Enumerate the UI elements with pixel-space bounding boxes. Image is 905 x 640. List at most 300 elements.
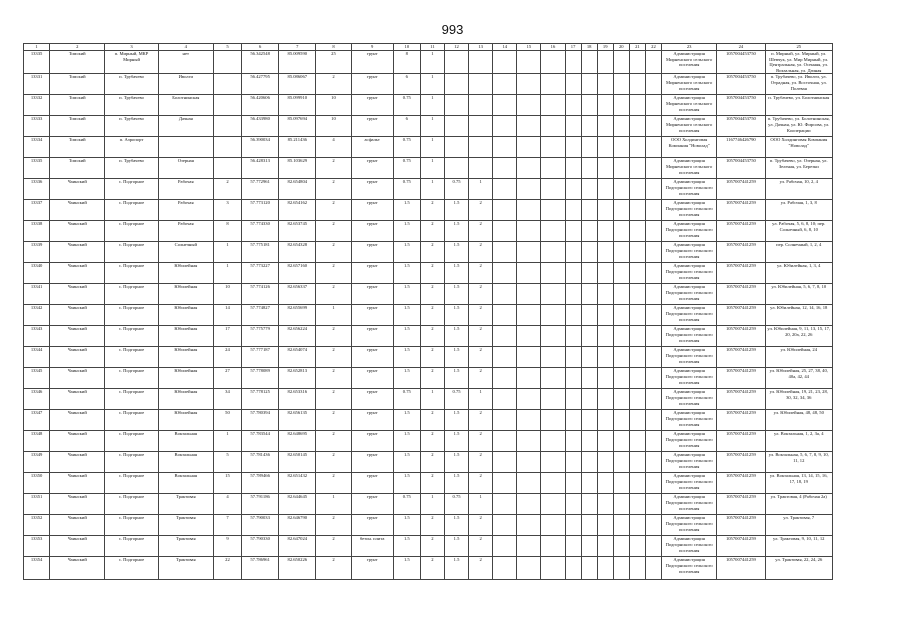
table-cell: 2 xyxy=(316,557,351,580)
table-cell xyxy=(444,51,468,74)
table-cell: 57.772961 xyxy=(242,179,279,200)
table-cell: 56.433980 xyxy=(242,116,279,137)
table-cell: 0.75 xyxy=(393,158,420,179)
table-cell xyxy=(645,473,661,494)
table-cell: с. Подгорное xyxy=(105,431,158,452)
table-cell: 2 xyxy=(420,410,444,431)
table-cell: 2 xyxy=(316,242,351,263)
table-cell xyxy=(493,137,517,158)
table-cell: ул. Юбилейная, 19, 21, 23, 28, 30, 32, 34, 36 xyxy=(765,389,833,410)
table-cell xyxy=(645,200,661,221)
table-cell: Томский xyxy=(50,74,105,95)
table-cell: 10 xyxy=(316,116,351,137)
table-cell: Администрация Мирненского сельского поселения xyxy=(662,158,717,179)
column-header: 18 xyxy=(581,44,597,51)
table-cell: 82.646790 xyxy=(279,515,316,536)
table-cell: 13333 xyxy=(24,116,50,137)
table-cell xyxy=(581,452,597,473)
table-cell xyxy=(565,200,581,221)
table-cell: ул. Юбилейная, 48, 48, 50 xyxy=(765,410,833,431)
table-cell: 13346 xyxy=(24,389,50,410)
table-cell: 13331 xyxy=(24,74,50,95)
table-cell: 2 xyxy=(469,347,493,368)
table-cell xyxy=(565,158,581,179)
table-cell xyxy=(629,95,645,116)
table-cell xyxy=(597,116,613,137)
table-cell xyxy=(613,263,629,284)
table-cell xyxy=(493,242,517,263)
table-cell: 1057007441259 xyxy=(717,263,765,284)
table-cell: 7 xyxy=(213,515,241,536)
table-cell: 1.5 xyxy=(444,200,468,221)
page-number: 993 xyxy=(441,22,464,37)
table-cell xyxy=(213,51,241,74)
table-cell: Администрация Подгорнского сельского поселения xyxy=(662,389,717,410)
table-cell: 1 xyxy=(420,95,444,116)
table-cell xyxy=(581,473,597,494)
table-cell: 57.774330 xyxy=(242,221,279,242)
column-header: 10 xyxy=(393,44,420,51)
table-cell xyxy=(645,452,661,473)
table-cell xyxy=(517,326,541,347)
table-cell xyxy=(645,305,661,326)
table-cell: 13349 xyxy=(24,452,50,473)
table-cell xyxy=(645,368,661,389)
table-row xyxy=(24,389,833,410)
table-cell xyxy=(597,410,613,431)
table-cell: Томский xyxy=(50,51,105,74)
table-cell: 1 xyxy=(420,51,444,74)
table-cell: 82.656224 xyxy=(279,326,316,347)
table-cell: 8 xyxy=(213,221,241,242)
column-header: 23 xyxy=(662,44,717,51)
table-cell: 13341 xyxy=(24,284,50,305)
table-cell xyxy=(629,263,645,284)
table-cell: 0.75 xyxy=(444,179,468,200)
table-cell xyxy=(629,410,645,431)
table-cell xyxy=(581,51,597,74)
table-cell: 13350 xyxy=(24,473,50,494)
table-cell xyxy=(517,116,541,137)
table-cell: 2 xyxy=(420,221,444,242)
table-cell xyxy=(629,431,645,452)
table-cell: 1057004453750 xyxy=(717,74,765,95)
table-cell: Администрация Подгорнского сельского поселения xyxy=(662,326,717,347)
table-cell: Чаинский xyxy=(50,200,105,221)
table-cell: 27 xyxy=(213,368,241,389)
table-cell: 85.099910 xyxy=(279,95,316,116)
table-cell: с. Подгорное xyxy=(105,284,158,305)
table-cell xyxy=(597,137,613,158)
table-cell: 0.75 xyxy=(393,95,420,116)
table-cell xyxy=(541,515,565,536)
table-cell: с. Подгорное xyxy=(105,473,158,494)
table-cell xyxy=(517,368,541,389)
table-row xyxy=(24,242,833,263)
table-cell: 56.342548 xyxy=(242,51,279,74)
table-cell: 1.5 xyxy=(444,263,468,284)
table-cell xyxy=(613,284,629,305)
table-cell xyxy=(613,158,629,179)
table-cell xyxy=(613,431,629,452)
table-cell: 57.790033 xyxy=(242,515,279,536)
table-cell: 1057007441259 xyxy=(717,452,765,473)
table-cell: 82.648695 xyxy=(279,431,316,452)
table-cell: 13339 xyxy=(24,242,50,263)
table-cell: 1 xyxy=(213,242,241,263)
table-cell xyxy=(613,494,629,515)
table-cell: с. Подгорное xyxy=(105,368,158,389)
table-cell xyxy=(597,284,613,305)
table-cell: 82.652813 xyxy=(279,368,316,389)
column-header: 19 xyxy=(597,44,613,51)
table-cell: 0.75 xyxy=(393,389,420,410)
table-cell xyxy=(565,431,581,452)
table-cell: 82.654074 xyxy=(279,347,316,368)
table-cell xyxy=(581,179,597,200)
table-cell xyxy=(581,95,597,116)
table-cell: 1.5 xyxy=(393,221,420,242)
table-cell: ул. Юбилейная, 12, 14, 16, 18 xyxy=(765,305,833,326)
table-cell: 10 xyxy=(213,284,241,305)
table-row xyxy=(24,158,833,179)
table-cell: 17 xyxy=(213,326,241,347)
table-cell xyxy=(541,389,565,410)
table-cell xyxy=(493,158,517,179)
table-cell xyxy=(541,305,565,326)
table-cell: грунт xyxy=(351,221,393,242)
table-cell xyxy=(213,95,241,116)
table-cell xyxy=(213,116,241,137)
table-cell: 57.777187 xyxy=(242,347,279,368)
table-cell xyxy=(645,536,661,557)
table-row xyxy=(24,431,833,452)
table-cell: с. Подгорное xyxy=(105,221,158,242)
table-cell: п. Трубачево, ул. Озерная, ул. Зеленая, ул. Березки xyxy=(765,158,833,179)
table-cell: Чаинский xyxy=(50,515,105,536)
table-cell: с. Подгорное xyxy=(105,494,158,515)
table-cell: грунт xyxy=(351,368,393,389)
table-cell xyxy=(493,557,517,580)
table-cell xyxy=(597,242,613,263)
table-cell: 13347 xyxy=(24,410,50,431)
table-cell: 2 xyxy=(213,179,241,200)
table-cell: 1057004453750 xyxy=(717,116,765,137)
column-header: 15 xyxy=(517,44,541,51)
table-cell xyxy=(541,137,565,158)
table-cell xyxy=(613,410,629,431)
table-cell: 0.75 xyxy=(444,494,468,515)
table-row xyxy=(24,473,833,494)
column-header: 11 xyxy=(420,44,444,51)
table-cell: 1057007441259 xyxy=(717,347,765,368)
table-cell: Администрация Подгорнского сельского поселения xyxy=(662,179,717,200)
table-cell: 25 xyxy=(316,51,351,74)
table-cell: 82.654328 xyxy=(279,242,316,263)
table-cell xyxy=(565,326,581,347)
table-cell xyxy=(581,557,597,580)
table-cell: 2 xyxy=(469,242,493,263)
table-cell xyxy=(629,326,645,347)
table-cell: п. Трубачево, ул. Болотнинская, ул. Дачная, ул. Ю. Фирсова, ул. Кооперации xyxy=(765,116,833,137)
table-cell: 1.5 xyxy=(444,557,468,580)
table-cell: 2 xyxy=(469,221,493,242)
table-cell: 2 xyxy=(469,326,493,347)
table-cell xyxy=(597,326,613,347)
table-cell: 1.5 xyxy=(444,452,468,473)
table-cell: Администрация Подгорнского сельского поселения xyxy=(662,557,717,580)
table-cell xyxy=(565,347,581,368)
table-cell xyxy=(613,95,629,116)
table-cell xyxy=(444,158,468,179)
table-cell: Чаинский xyxy=(50,305,105,326)
table-cell xyxy=(581,305,597,326)
table-cell: Вокзальная xyxy=(158,452,213,473)
table-cell: 13335 xyxy=(24,158,50,179)
table-cell: 1 xyxy=(420,137,444,158)
column-header: 6 xyxy=(242,44,279,51)
table-cell: 1.5 xyxy=(393,284,420,305)
table-cell xyxy=(493,74,517,95)
table-cell xyxy=(645,116,661,137)
table-cell: с. Подгорное xyxy=(105,242,158,263)
table-cell xyxy=(581,410,597,431)
table-cell xyxy=(565,368,581,389)
column-header: 17 xyxy=(565,44,581,51)
table-cell xyxy=(629,221,645,242)
table-cell: грунт xyxy=(351,158,393,179)
table-cell xyxy=(613,515,629,536)
table-cell xyxy=(597,51,613,74)
table-cell: 9 xyxy=(213,536,241,557)
table-cell xyxy=(581,158,597,179)
table-cell: 2 xyxy=(420,284,444,305)
table-cell: Администрация Подгорнского сельского поселения xyxy=(662,431,717,452)
table-cell: 1057007441259 xyxy=(717,284,765,305)
table-cell: ул. Юбилейная, 5, 6, 7, 8, 10 xyxy=(765,284,833,305)
table-cell: 57.774126 xyxy=(242,284,279,305)
table-cell xyxy=(469,116,493,137)
table-cell: пер. Солнечный, 1, 2, 4 xyxy=(765,242,833,263)
table-cell: Администрация Подгорнского сельского поселения xyxy=(662,242,717,263)
table-cell: Юбилейная xyxy=(158,263,213,284)
table-cell: Администрация Подгорнского сельского поселения xyxy=(662,368,717,389)
table-cell: Юбилейная xyxy=(158,410,213,431)
table-cell xyxy=(517,410,541,431)
table-cell: 2 xyxy=(316,536,351,557)
table-cell: 1 xyxy=(469,179,493,200)
table-cell: 1 xyxy=(420,179,444,200)
table-cell xyxy=(629,305,645,326)
table-cell: асфальт xyxy=(351,137,393,158)
table-cell: 2 xyxy=(316,263,351,284)
table-cell xyxy=(581,431,597,452)
table-row xyxy=(24,326,833,347)
column-header: 16 xyxy=(541,44,565,51)
column-header: 2 xyxy=(50,44,105,51)
table-cell: Томский xyxy=(50,95,105,116)
table-cell xyxy=(645,221,661,242)
table-cell: 34 xyxy=(213,389,241,410)
column-header: 20 xyxy=(613,44,629,51)
table-cell: 1.5 xyxy=(444,242,468,263)
table-row xyxy=(24,137,833,158)
table-cell xyxy=(613,368,629,389)
table-cell: Чаинский xyxy=(50,473,105,494)
table-cell: 1.5 xyxy=(444,515,468,536)
table-cell: Чаинский xyxy=(50,326,105,347)
table-cell xyxy=(493,326,517,347)
table-cell xyxy=(493,536,517,557)
table-cell: 1 xyxy=(420,158,444,179)
table-cell: Чаинский xyxy=(50,536,105,557)
table-cell xyxy=(581,200,597,221)
table-cell: 1 xyxy=(213,263,241,284)
table-cell xyxy=(645,158,661,179)
table-cell xyxy=(541,221,565,242)
table-cell xyxy=(541,200,565,221)
table-cell: Юбилейная xyxy=(158,347,213,368)
table-cell: 13354 xyxy=(24,557,50,580)
table-cell: 1 xyxy=(420,116,444,137)
table-cell: 1.5 xyxy=(444,410,468,431)
table-cell xyxy=(629,200,645,221)
table-cell xyxy=(493,347,517,368)
table-cell: Чаинский xyxy=(50,179,105,200)
table-cell: 57.778125 xyxy=(242,389,279,410)
table-cell xyxy=(565,515,581,536)
table-cell: с. Подгорное xyxy=(105,305,158,326)
table-cell: 13338 xyxy=(24,221,50,242)
table-cell: 1057004453750 xyxy=(717,95,765,116)
table-cell: Чаинский xyxy=(50,368,105,389)
table-cell xyxy=(629,494,645,515)
table-cell: Чаинский xyxy=(50,242,105,263)
table-cell: 2 xyxy=(469,410,493,431)
table-cell: 2 xyxy=(316,473,351,494)
table-cell: ул. Юбилейная, 24 xyxy=(765,347,833,368)
table-cell: с. Подгорное xyxy=(105,452,158,473)
table-cell: грунт xyxy=(351,116,393,137)
table-cell xyxy=(629,368,645,389)
table-cell xyxy=(597,305,613,326)
table-cell xyxy=(581,515,597,536)
table-cell xyxy=(565,452,581,473)
column-header: 21 xyxy=(629,44,645,51)
table-cell: 2 xyxy=(469,515,493,536)
table-cell xyxy=(613,74,629,95)
table-cell xyxy=(565,263,581,284)
table-cell: с. Подгорное xyxy=(105,326,158,347)
table-cell: 1.5 xyxy=(444,284,468,305)
table-cell: Трактовая xyxy=(158,536,213,557)
table-cell: 2 xyxy=(469,452,493,473)
column-header: 25 xyxy=(765,44,833,51)
table-cell xyxy=(493,179,517,200)
table-cell xyxy=(493,452,517,473)
table-cell xyxy=(613,347,629,368)
table-cell xyxy=(581,536,597,557)
table-cell xyxy=(629,473,645,494)
table-cell: 1057007441259 xyxy=(717,389,765,410)
column-header: 12 xyxy=(444,44,468,51)
table-cell: 1.5 xyxy=(444,305,468,326)
table-cell: Трактовая xyxy=(158,557,213,580)
table-cell: 2 xyxy=(469,557,493,580)
table-cell xyxy=(493,51,517,74)
table-cell: 2 xyxy=(316,368,351,389)
table-cell: 82.650226 xyxy=(279,557,316,580)
table-cell xyxy=(581,221,597,242)
table-cell: ул. Рабочая, 10, 2, 4 xyxy=(765,179,833,200)
table-cell: 1.5 xyxy=(444,326,468,347)
table-cell: грунт xyxy=(351,305,393,326)
table-cell xyxy=(629,137,645,158)
table-cell xyxy=(565,410,581,431)
table-cell xyxy=(158,137,213,158)
table-cell xyxy=(517,431,541,452)
column-header: 13 xyxy=(469,44,493,51)
table-cell: 82.653316 xyxy=(279,389,316,410)
table-cell: Администрация Подгорнского сельского поселения xyxy=(662,536,717,557)
table-cell: грунт xyxy=(351,200,393,221)
table-cell xyxy=(517,95,541,116)
table-cell xyxy=(581,347,597,368)
table-cell: Рабочая xyxy=(158,200,213,221)
table-cell xyxy=(213,137,241,158)
table-cell xyxy=(629,179,645,200)
table-cell xyxy=(645,242,661,263)
table-cell: 2 xyxy=(316,179,351,200)
table-cell: грунт xyxy=(351,284,393,305)
table-cell: 2 xyxy=(316,74,351,95)
table-cell: с. Подгорное xyxy=(105,347,158,368)
table-cell xyxy=(629,515,645,536)
table-cell: 2 xyxy=(469,368,493,389)
table-cell: грунт xyxy=(351,473,393,494)
table-row xyxy=(24,536,833,557)
table-cell xyxy=(597,263,613,284)
table-cell xyxy=(565,389,581,410)
table-cell: 57.781436 xyxy=(242,452,279,473)
table-cell: 82.656337 xyxy=(279,284,316,305)
table-cell: ул. Юбилейная, 25, 27, 38, 40, 40а, 42, 44 xyxy=(765,368,833,389)
table-cell: 82.655699 xyxy=(279,305,316,326)
table-cell: 2 xyxy=(316,389,351,410)
table-cell: 85.009590 xyxy=(279,51,316,74)
table-cell: Администрация Подгорнского сельского поселения xyxy=(662,347,717,368)
table-cell: грунт xyxy=(351,326,393,347)
table-cell: 13348 xyxy=(24,431,50,452)
table-cell: 4 xyxy=(316,137,351,158)
table-cell: 1.5 xyxy=(393,515,420,536)
table-cell: 6 xyxy=(393,74,420,95)
table-cell: Чаинский xyxy=(50,431,105,452)
table-cell xyxy=(613,452,629,473)
table-cell: 57.780394 xyxy=(242,410,279,431)
table-row xyxy=(24,557,833,580)
table-cell xyxy=(613,326,629,347)
table-cell: 1057007441259 xyxy=(717,179,765,200)
table-cell: 1 xyxy=(469,389,493,410)
table-cell xyxy=(493,431,517,452)
table-row xyxy=(24,200,833,221)
table-cell: 85.103629 xyxy=(279,158,316,179)
table-cell xyxy=(597,347,613,368)
table-cell xyxy=(213,158,241,179)
table-cell xyxy=(645,137,661,158)
table-cell xyxy=(581,116,597,137)
